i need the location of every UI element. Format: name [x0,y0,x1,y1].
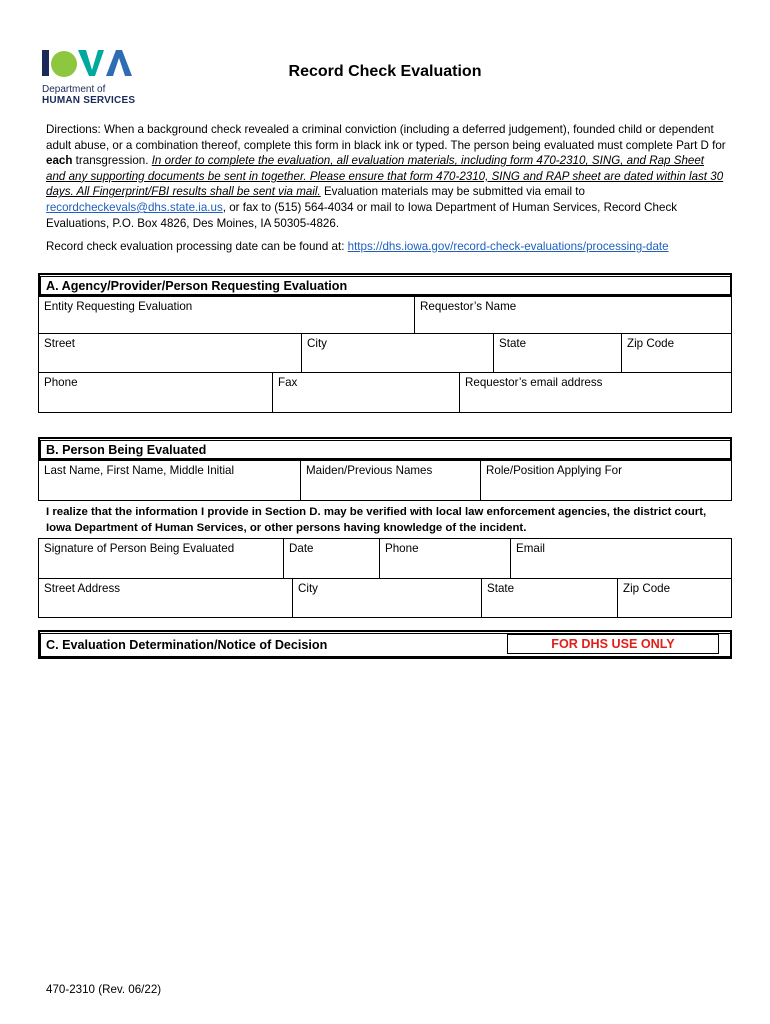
email-link[interactable]: recordcheckevals@dhs.state.ia.us [46,200,223,214]
signature-field[interactable]: Signature of Person Being Evaluated [38,538,284,579]
evaluated-city-field[interactable]: City [292,578,482,618]
logo-line2: HUMAN SERVICES [42,95,136,106]
directions-emphasis: In order to complete the evaluation, all evaluation materials, including form 470-2310, SING, and Rap Sheet and any supporting documents be sent in together. Please ensure that form 470-2310, SING and RAP sheet are dated within last 30 days. All Fingerprint/FBI results shall be sent via mail. [46,154,724,199]
state-field[interactable]: State [493,333,622,373]
phone-field[interactable]: Phone [38,372,273,413]
fax-field[interactable]: Fax [272,372,460,413]
verification-notice: I realize that the information I provide in Section D. may be verified with local law enforcement agencies, the district court, Iowa Department of Human Services, or other persons having knowledge of the incident. [46,506,707,534]
evaluated-state-field[interactable]: State [481,578,618,618]
requestor-name-field[interactable]: Requestor’s Name [414,296,732,334]
street-field[interactable]: Street [38,333,302,373]
section-b-header: B. Person Being Evaluated [40,440,731,459]
section-a-header: A. Agency/Provider/Person Requesting Evaluation [40,276,731,295]
logo-line1: Department of [42,84,106,95]
directions-bold: each [46,154,73,168]
role-position-field[interactable]: Role/Position Applying For [480,460,732,501]
form-number-footer: 470-2310 (Rev. 06/22) [46,983,162,996]
directions-part3: Evaluation materials may be submitted via email to [320,185,585,199]
directions-text [46,122,726,231]
processing-text: Record check evaluation processing date can be found at: [46,240,348,253]
requestor-email-field[interactable]: Requestor’s email address [459,372,732,413]
evaluated-street-field[interactable]: Street Address [38,578,293,618]
maiden-names-field[interactable]: Maiden/Previous Names [300,460,481,501]
directions-part2: transgression. [72,154,152,168]
processing-date-link[interactable]: https://dhs.iowa.gov/record-check-evaluations/processing-date [347,240,669,253]
logo-subtitle [42,84,135,106]
page-title: Record Check Evaluation [288,63,482,80]
evaluated-zip-field[interactable]: Zip Code [617,578,732,618]
evaluated-email-field[interactable]: Email [510,538,732,579]
entity-requesting-field[interactable]: Entity Requesting Evaluation [38,296,415,334]
evaluated-name-field[interactable]: Last Name, First Name, Middle Initial [38,460,301,501]
dhs-use-only-badge: FOR DHS USE ONLY [507,634,719,654]
date-field[interactable]: Date [283,538,380,579]
section-c-header: C. Evaluation Determination/Notice of Decision [40,633,731,657]
directions-part4: , or fax to (515) 564-4034 or mail to Iowa Department of Human Services, Record Check Evaluations, P.O. Box 4826, Des Moines, IA 50305-4826. [46,200,678,230]
processing-date-line [46,240,736,253]
zip-field[interactable]: Zip Code [621,333,732,373]
directions-part1: Directions: When a background check revealed a criminal conviction (including a deferred judgement), founded child or dependent adult abuse, or a combination thereof, complete this form in black ink or typed. The person being evaluated must complete Part D for [46,123,726,152]
city-field[interactable]: City [301,333,494,373]
evaluated-phone-field[interactable]: Phone [379,538,511,579]
